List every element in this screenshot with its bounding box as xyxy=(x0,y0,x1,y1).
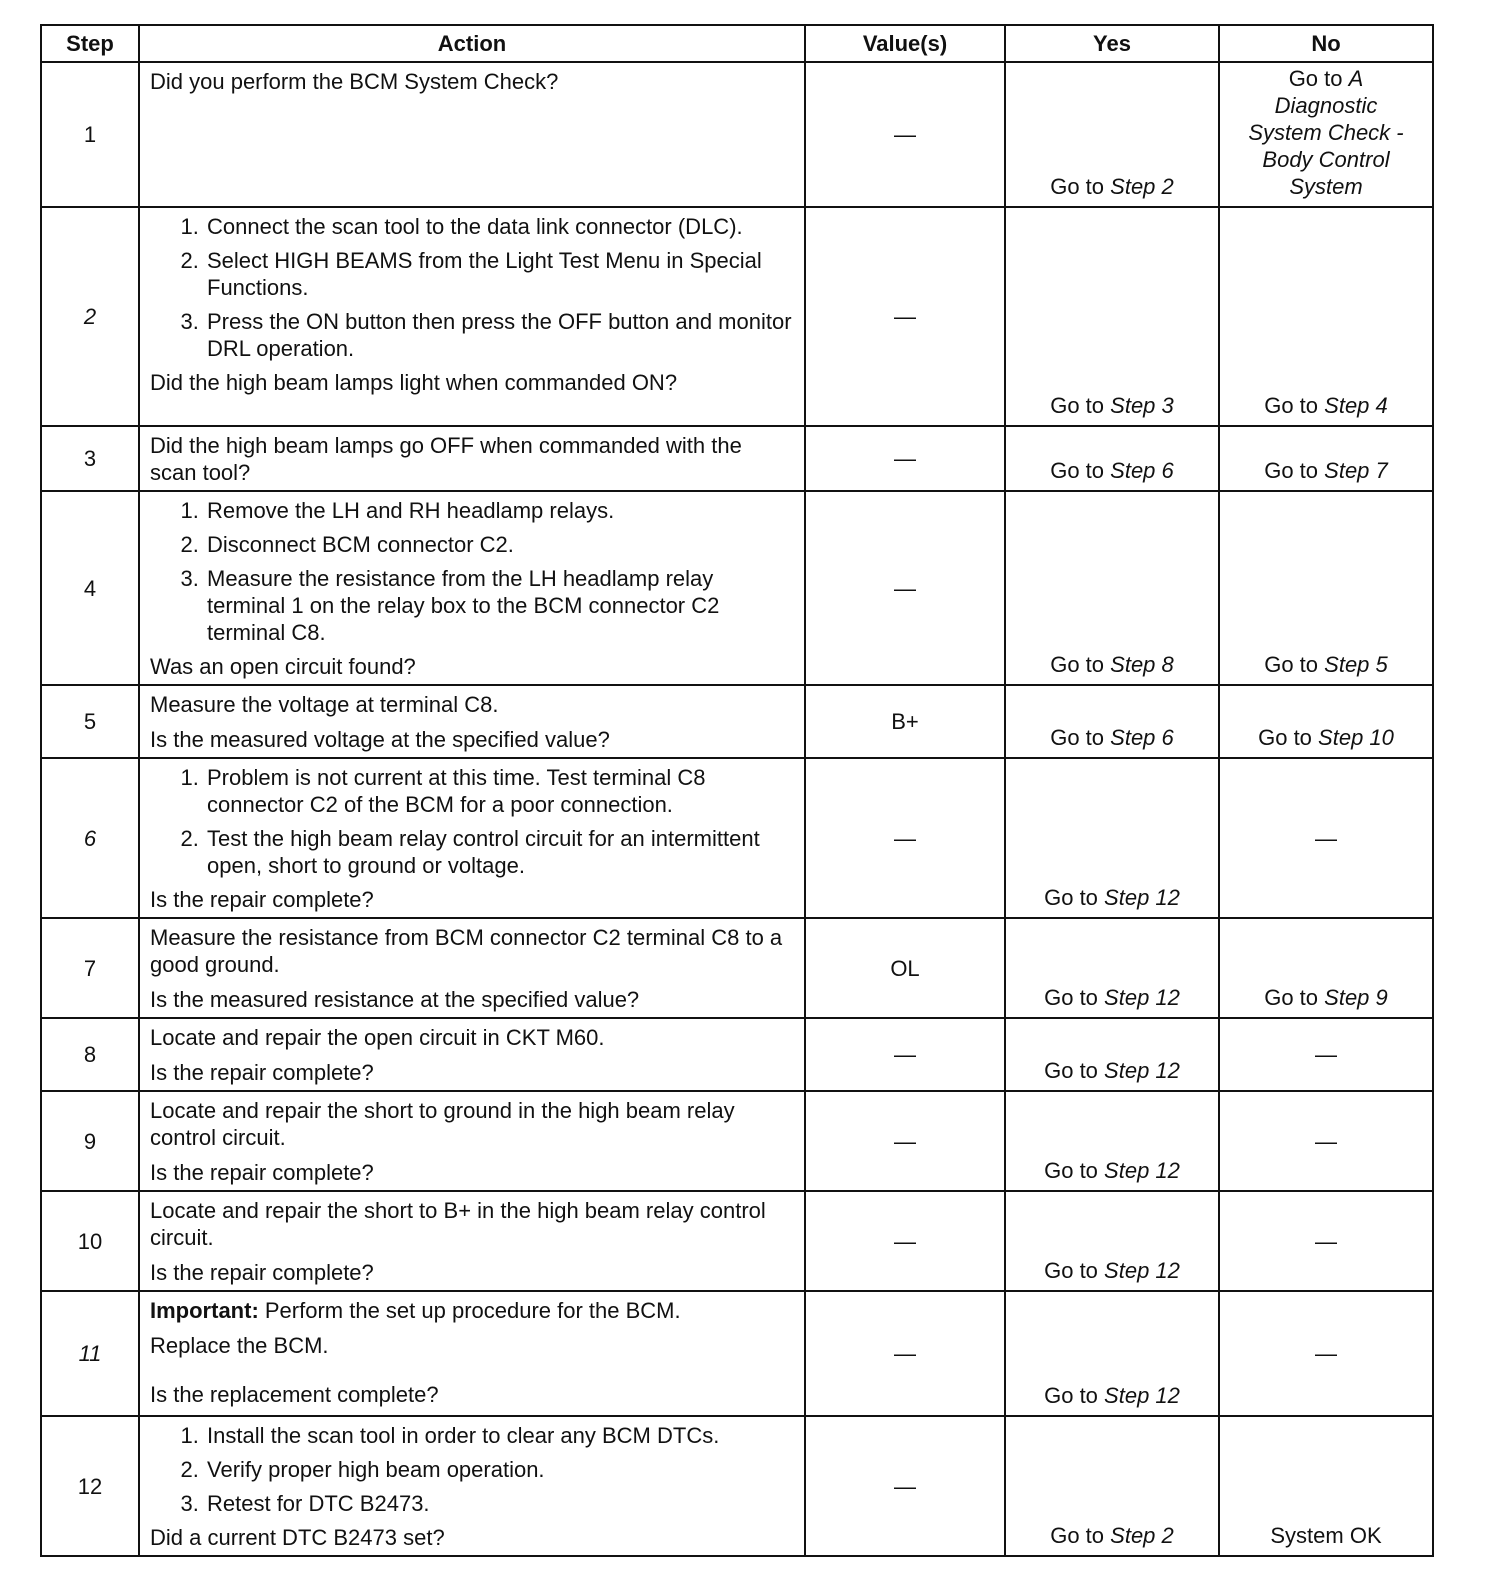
step-number: 2 xyxy=(41,207,139,426)
no-cell: — xyxy=(1219,1018,1433,1091)
action-question: Did the high beam lamps light when commanded ON? xyxy=(150,370,678,395)
goto-text: Go to xyxy=(1044,1058,1098,1083)
no-cell xyxy=(1219,207,1433,426)
action-question: Is the repair complete? xyxy=(150,887,374,912)
value-cell: — xyxy=(805,207,1005,426)
goto-step-link[interactable]: Step 10 xyxy=(1318,725,1394,750)
no-cell: — xyxy=(1219,1291,1433,1416)
action-item: 1. Install the scan tool in order to clear any BCM DTCs. xyxy=(205,1422,794,1449)
header-action: Action xyxy=(139,25,805,62)
step-number: 7 xyxy=(41,918,139,1018)
diagnostic-table xyxy=(40,24,1434,1557)
no-cell xyxy=(1219,685,1433,758)
yes-cell xyxy=(1005,1191,1219,1291)
action-cell xyxy=(139,1291,805,1416)
yes-cell xyxy=(1005,918,1219,1018)
goto-step-link[interactable]: Step 3 xyxy=(1110,393,1174,418)
table-row xyxy=(41,426,1433,491)
yes-cell xyxy=(1005,758,1219,918)
no-cell xyxy=(1219,62,1433,207)
yes-cell xyxy=(1005,62,1219,207)
goto-step-link[interactable]: Step 9 xyxy=(1324,985,1388,1010)
action-item: 1. Remove the LH and RH headlamp relays. xyxy=(205,497,794,524)
goto-text: Go to xyxy=(1264,393,1319,418)
action-item: 2. Verify proper high beam operation. xyxy=(205,1456,794,1483)
goto-text: Go to xyxy=(1050,725,1105,750)
goto-procedure-link[interactable]: A xyxy=(1348,66,1364,91)
action-instruction: Locate and repair the open circuit in CKT M60. xyxy=(150,1025,605,1050)
no-cell: — xyxy=(1219,1091,1433,1191)
step-number: 5 xyxy=(41,685,139,758)
step-number: 1 xyxy=(41,62,139,207)
value-cell: B+ xyxy=(805,685,1005,758)
important-label: Important: xyxy=(150,1298,259,1323)
goto-step-link[interactable]: Step 5 xyxy=(1324,652,1388,677)
step-number: 10 xyxy=(41,1191,139,1291)
action-list xyxy=(150,764,794,879)
value-cell: — xyxy=(805,1091,1005,1191)
no-cell: System OK xyxy=(1219,1416,1433,1556)
action-item: 3. Press the ON button then press the OFF button and monitor DRL operation. xyxy=(205,308,794,362)
action-cell xyxy=(139,1091,805,1191)
yes-cell xyxy=(1005,685,1219,758)
action-item: 2. Select HIGH BEAMS from the Light Test Menu in Special Functions. xyxy=(205,247,794,301)
step-number: 8 xyxy=(41,1018,139,1091)
step-number: 12 xyxy=(41,1416,139,1556)
goto-text: Go to xyxy=(1044,985,1098,1010)
action-cell xyxy=(139,62,805,207)
goto-step-link[interactable]: Step 2 xyxy=(1110,174,1174,199)
no-line: Diagnostic xyxy=(1274,93,1378,118)
no-cell xyxy=(1219,918,1433,1018)
goto-step-link[interactable]: Step 4 xyxy=(1324,393,1388,418)
no-cell: — xyxy=(1219,1191,1433,1291)
step-number: 3 xyxy=(41,426,139,491)
action-item: 2. Disconnect BCM connector C2. xyxy=(205,531,794,558)
table-row xyxy=(41,491,1433,685)
table-row xyxy=(41,1291,1433,1416)
yes-cell xyxy=(1005,207,1219,426)
value-cell: — xyxy=(805,1018,1005,1091)
table-row xyxy=(41,758,1433,918)
header-values: Value(s) xyxy=(805,25,1005,62)
table-row xyxy=(41,1018,1433,1091)
goto-step-link[interactable]: Step 6 xyxy=(1110,725,1174,750)
action-cell xyxy=(139,685,805,758)
table-row xyxy=(41,1191,1433,1291)
goto-text: Go to xyxy=(1258,725,1312,750)
goto-step-link[interactable]: Step 12 xyxy=(1104,885,1180,910)
step-number: 11 xyxy=(41,1291,139,1416)
action-cell xyxy=(139,1191,805,1291)
action-question: Is the measured resistance at the specified value? xyxy=(150,987,640,1012)
no-cell xyxy=(1219,426,1433,491)
value-cell: — xyxy=(805,1191,1005,1291)
action-cell xyxy=(139,758,805,918)
yes-cell xyxy=(1005,1416,1219,1556)
yes-cell xyxy=(1005,491,1219,685)
goto-text: Go to xyxy=(1044,1158,1098,1183)
action-question: Is the repair complete? xyxy=(150,1160,374,1185)
step-number: 9 xyxy=(41,1091,139,1191)
value-cell: — xyxy=(805,1416,1005,1556)
action-list xyxy=(150,497,794,646)
goto-step-link[interactable]: Step 7 xyxy=(1324,458,1388,483)
action-instruction: Locate and repair the short to ground in the high beam relay control circuit. xyxy=(150,1098,735,1150)
no-cell: — xyxy=(1219,758,1433,918)
goto-text: Go to xyxy=(1050,458,1105,483)
goto-step-link[interactable]: Step 8 xyxy=(1110,652,1174,677)
action-question: Is the measured voltage at the specified value? xyxy=(150,727,610,752)
action-item: 3. Measure the resistance from the LH headlamp relay terminal 1 on the relay box to the BCM connector C2 terminal C8. xyxy=(205,565,794,646)
action-cell xyxy=(139,918,805,1018)
no-line: System xyxy=(1289,174,1363,199)
action-question: Is the repair complete? xyxy=(150,1060,374,1085)
action-question: Is the repair complete? xyxy=(150,1260,374,1285)
goto-step-link[interactable]: Step 2 xyxy=(1110,1523,1174,1548)
table-row xyxy=(41,207,1433,426)
yes-cell xyxy=(1005,1291,1219,1416)
action-question: Did the high beam lamps go OFF when commanded with the scan tool? xyxy=(150,433,742,485)
action-item: 2. Test the high beam relay control circuit for an intermittent open, short to ground or voltage. xyxy=(205,825,794,879)
goto-step-link[interactable]: Step 12 xyxy=(1104,1058,1180,1083)
action-list xyxy=(150,1422,794,1517)
table-row xyxy=(41,62,1433,207)
action-question: Was an open circuit found? xyxy=(150,654,416,679)
value-cell: OL xyxy=(805,918,1005,1018)
value-cell: — xyxy=(805,1291,1005,1416)
action-question: Did a current DTC B2473 set? xyxy=(150,1525,445,1550)
table-row xyxy=(41,685,1433,758)
important-note xyxy=(150,1297,794,1324)
no-line: Body Control xyxy=(1262,147,1390,172)
action-cell xyxy=(139,1416,805,1556)
goto-text: Go to xyxy=(1044,1258,1098,1283)
yes-cell xyxy=(1005,426,1219,491)
goto-text: Go to xyxy=(1264,985,1319,1010)
action-cell xyxy=(139,207,805,426)
goto-text: Go to xyxy=(1264,652,1319,677)
action-item: 1. Problem is not current at this time. Test terminal C8 connector C2 of the BCM for a poor connection. xyxy=(205,764,794,818)
action-list xyxy=(150,213,794,362)
goto-text: Go to xyxy=(1050,652,1105,677)
header-yes: Yes xyxy=(1005,25,1219,62)
goto-text: Go to xyxy=(1050,1523,1105,1548)
action-instruction: Locate and repair the short to B+ in the high beam relay control circuit. xyxy=(150,1198,766,1250)
value-cell: — xyxy=(805,62,1005,207)
action-item: 1. Connect the scan tool to the data link connector (DLC). xyxy=(205,213,794,240)
yes-cell xyxy=(1005,1018,1219,1091)
header-row xyxy=(41,25,1433,62)
goto-step-link[interactable]: Step 12 xyxy=(1104,1258,1180,1283)
value-cell: — xyxy=(805,758,1005,918)
goto-step-link[interactable]: Step 6 xyxy=(1110,458,1174,483)
goto-step-link[interactable]: Step 12 xyxy=(1104,985,1180,1010)
yes-cell xyxy=(1005,1091,1219,1191)
action-question: Did you perform the BCM System Check? xyxy=(150,69,559,94)
table-row xyxy=(41,1091,1433,1191)
goto-text: Go to xyxy=(1044,885,1098,910)
no-line: System Check - xyxy=(1248,120,1404,145)
action-instruction: Measure the resistance from BCM connector C2 terminal C8 to a good ground. xyxy=(150,925,783,977)
header-step: Step xyxy=(41,25,139,62)
action-instruction: Measure the voltage at terminal C8. xyxy=(150,692,499,717)
important-text: Perform the set up procedure for the BCM. xyxy=(258,1298,681,1323)
step-number: 4 xyxy=(41,491,139,685)
goto-text: Go to xyxy=(1044,1383,1098,1408)
table-row xyxy=(41,918,1433,1018)
goto-step-link[interactable]: Step 12 xyxy=(1104,1158,1180,1183)
goto-text: Go to xyxy=(1288,66,1343,91)
action-cell xyxy=(139,426,805,491)
goto-text: Go to xyxy=(1050,174,1105,199)
value-cell: — xyxy=(805,426,1005,491)
action-item: 3. Retest for DTC B2473. xyxy=(205,1490,794,1517)
step-number: 6 xyxy=(41,758,139,918)
goto-text: Go to xyxy=(1264,458,1319,483)
no-cell xyxy=(1219,491,1433,685)
table-row xyxy=(41,1416,1433,1556)
action-cell xyxy=(139,1018,805,1091)
value-cell: — xyxy=(805,491,1005,685)
goto-step-link[interactable]: Step 12 xyxy=(1104,1383,1180,1408)
header-no: No xyxy=(1219,25,1433,62)
action-question: Is the replacement complete? xyxy=(150,1382,439,1407)
goto-text: Go to xyxy=(1050,393,1105,418)
action-cell xyxy=(139,491,805,685)
action-instruction: Replace the BCM. xyxy=(150,1333,329,1358)
